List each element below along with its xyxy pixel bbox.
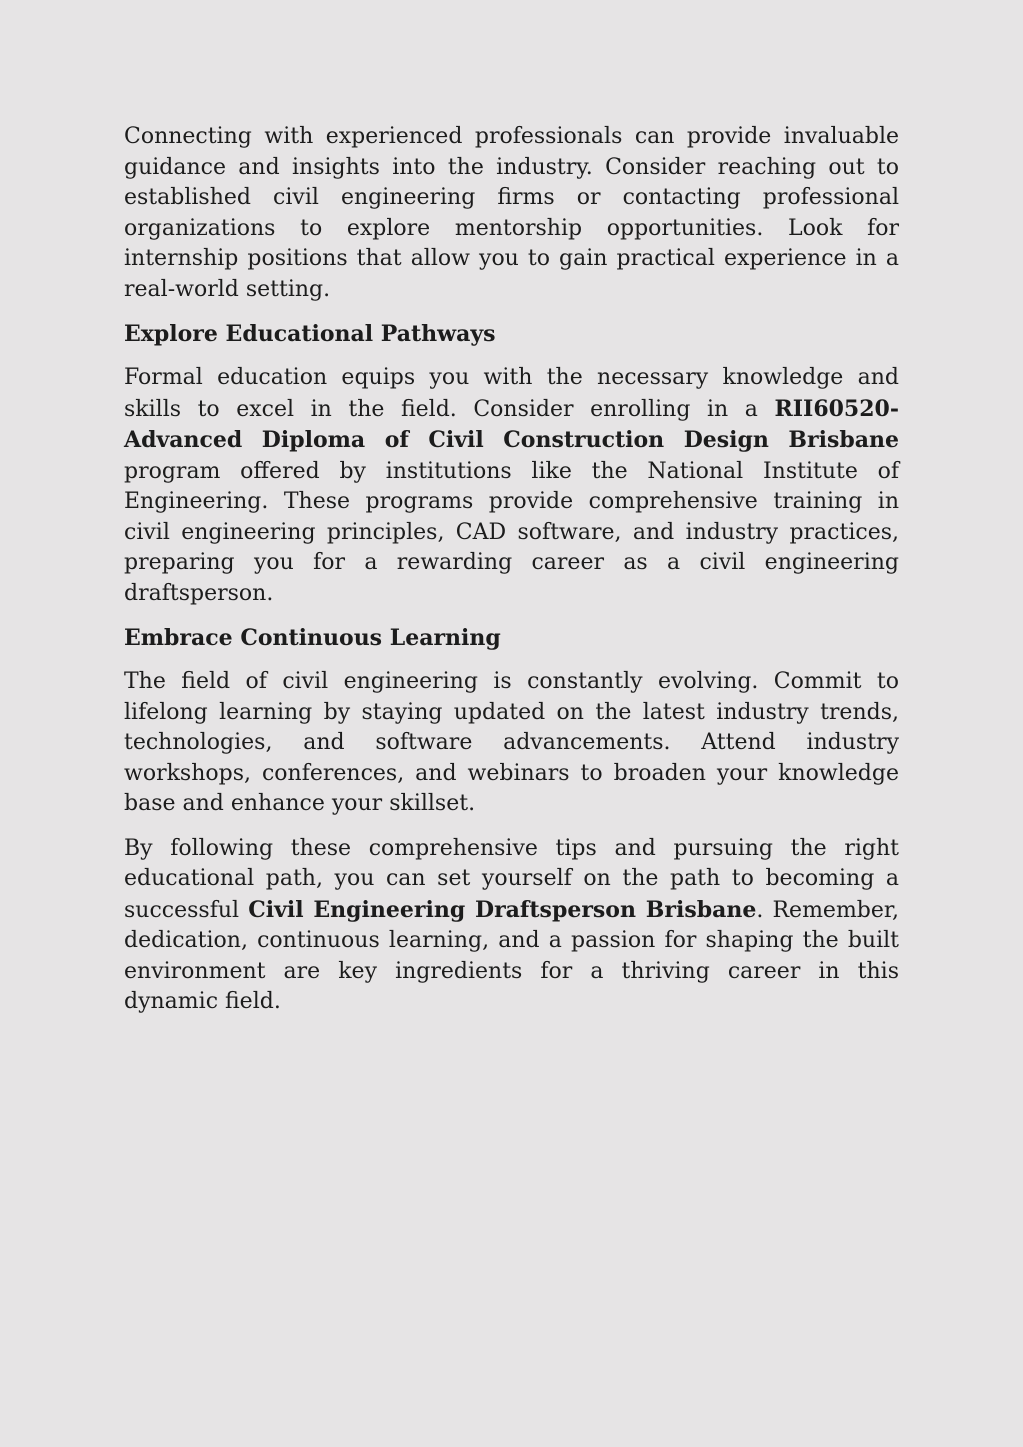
intro-paragraph: Connecting with experienced professionals can provide invaluable guidance and insights into the industry. Consider reaching out to established civil engineering firms or contacting professional organizations to explore mentorship opportunities. Look for internship positions that allow you to gain practical experience in a real-world setting. [124,124,899,302]
learning-paragraph: The field of civil engineering is constantly evolving. Commit to lifelong learning by staying updated on the latest industry trends, technologies, and software advancements. Attend industry workshops, conferences, and webinars to broaden your knowledge base and enhance your skillset. [124,669,899,816]
conclusion-text-end: . Remember, dedication, continuous learning, and a passion for shaping the built environment are key ingredients for a thriving career in this dynamic field. [124,897,900,1014]
section-heading-continuous-learning: Embrace Continuous Learning [124,625,501,651]
diploma-course-name: RII60520-Advanced Diploma of Civil Construction Design Brisbane [124,395,899,453]
conclusion-paragraph [124,834,899,1018]
section-heading-educational-pathways: Explore Educational Pathways [124,321,496,347]
career-title: Civil Engineering Draftsperson Brisbane [248,896,757,923]
education-text-start: Formal education equips you with the necessary knowledge and skills to excel in the field. Consider enrolling in a [124,365,899,422]
education-text-end: program offered by institutions like the National Institute of Engineering. These programs provide comprehensive training in civil engineering principles, CAD software, and industry practices, preparing you for a rewarding career as a civil engineering draftsperson. [124,458,899,606]
conclusion-text-start: By following these comprehensive tips and pursuing the right educational path, you can set yourself on the path to becoming a successful [124,835,899,923]
education-paragraph [124,363,899,609]
